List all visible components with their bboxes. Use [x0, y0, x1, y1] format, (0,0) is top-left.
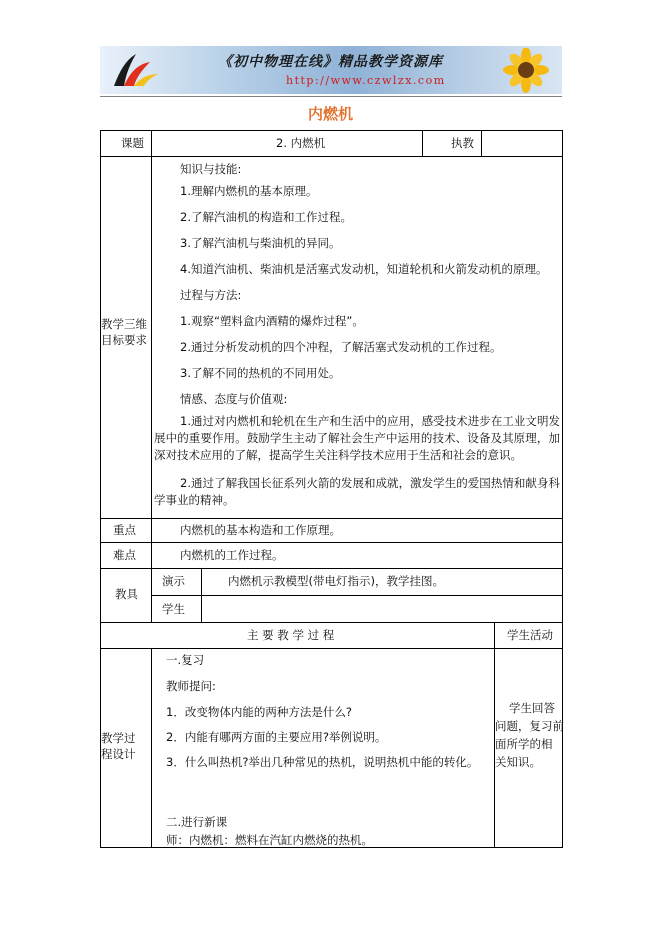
topic-value: 2. 内燃机: [276, 136, 326, 150]
student-activity-line: 学生回答: [509, 701, 555, 715]
knowledge-heading: 知识与技能:: [180, 162, 242, 176]
difficulty-value-cell: [151, 542, 563, 569]
sunflower-icon: [496, 48, 554, 94]
banner-url[interactable]: http://www.czwlzx.com: [286, 74, 446, 87]
knowledge-item: 1.理解内燃机的基本原理。: [180, 184, 318, 198]
key-point-value: 内燃机的基本构造和工作原理。: [180, 523, 341, 537]
teacher-label: 执教: [451, 136, 474, 150]
student-activity-header-cell: [494, 622, 563, 649]
objectives-label-line1: 教学三维: [101, 317, 147, 331]
objectives-content-cell: [151, 156, 563, 519]
demo-value-cell: [201, 568, 563, 596]
topic-label-cell: [100, 130, 152, 157]
process-header-cell: [100, 622, 495, 649]
design-student-activity-cell: [494, 648, 563, 848]
teacher-label-cell: [422, 130, 482, 157]
demo-label-cell: [151, 568, 202, 596]
knowledge-item: 3.了解汽油机与柴油机的异同。: [180, 236, 341, 250]
student-value-cell: [201, 595, 563, 623]
equipment-label: 教具: [115, 587, 138, 601]
design-label-cell: [100, 648, 152, 848]
review-question: 3．什么叫热机?举出几种常见的热机，说明热机中能的转化。: [166, 755, 479, 769]
key-point-value-cell: [151, 518, 563, 543]
design-label-line2: 程设计: [101, 747, 136, 761]
student-activity-line: 关知识。: [495, 755, 541, 769]
teacher-value-cell: [481, 130, 563, 157]
topic-value-cell: [151, 130, 423, 157]
review-question: 2．内能有哪两方面的主要应用?举例说明。: [166, 730, 387, 744]
student-label: 学生: [162, 602, 185, 616]
student-activity-line: 问题，复习前: [495, 719, 564, 733]
design-content-cell: [151, 648, 495, 848]
equipment-label-cell: [100, 568, 152, 623]
new-lesson-heading: 二.进行新课: [166, 815, 228, 829]
document-title: 内燃机: [307, 105, 353, 123]
design-label-line1: 教学过: [101, 731, 136, 745]
new-lesson-line: 师：内燃机：燃料在汽缸内燃烧的热机。: [166, 833, 373, 847]
process-item: 2.通过分析发动机的四个冲程，了解活塞式发动机的工作过程。: [180, 340, 502, 354]
demo-label: 演示: [162, 574, 185, 588]
knowledge-item: 2.了解汽油机的构造和工作过程。: [180, 210, 352, 224]
teacher-ask: 教师提问:: [166, 679, 216, 693]
process-header-label: 主 要 教 学 过 程: [247, 628, 335, 642]
key-point-label-cell: [100, 518, 152, 543]
topic-label: 课题: [121, 136, 144, 150]
difficulty-value: 内燃机的工作过程。: [180, 548, 284, 562]
knowledge-item: 4.知道汽油机、柴油机是活塞式发动机，知道轮机和火箭发动机的原理。: [180, 262, 548, 276]
objectives-label-cell: [100, 156, 152, 519]
demo-value: 内燃机示教模型(带电灯指示)，教学挂图。: [228, 574, 444, 588]
banner-title: 《初中物理在线》精品教学资源库: [218, 54, 443, 70]
review-question: 1．改变物体内能的两种方法是什么?: [166, 705, 352, 719]
difficulty-label-cell: [100, 542, 152, 569]
header-rule: [100, 96, 562, 97]
site-logo-icon: [106, 50, 162, 90]
header-banner: [100, 46, 562, 94]
student-activity-line: 面所学的相: [495, 737, 553, 751]
student-activity-header: 学生活动: [507, 628, 553, 642]
key-point-label: 重点: [113, 523, 136, 537]
process-heading: 过程与方法:: [180, 288, 242, 302]
process-item: 1.观察“塑料盒内酒精的爆炸过程”。: [180, 314, 364, 328]
objectives-label-line2: 目标要求: [101, 333, 147, 347]
review-heading: 一.复习: [166, 653, 205, 667]
emotion-paragraph: 2.通过了解我国长征系列火箭的发展和成就，激发学生的爱国热情和献身科学事业的精神。: [154, 476, 560, 507]
emotion-heading: 情感、态度与价值观:: [180, 392, 288, 406]
emotion-paragraph: 1.通过对内燃机和轮机在生产和生活中的应用，感受技术进步在工业文明发展中的重要作用。鼓励学生主动了解社会生产中运用的技术、设备及其原理，加深对技术应用的了解，提高学生关注科学技术应用于生活和社会的意识。: [154, 414, 560, 462]
difficulty-label: 难点: [113, 548, 136, 562]
process-item: 3.了解不同的热机的不同用处。: [180, 366, 341, 380]
student-label-cell: [151, 595, 202, 623]
